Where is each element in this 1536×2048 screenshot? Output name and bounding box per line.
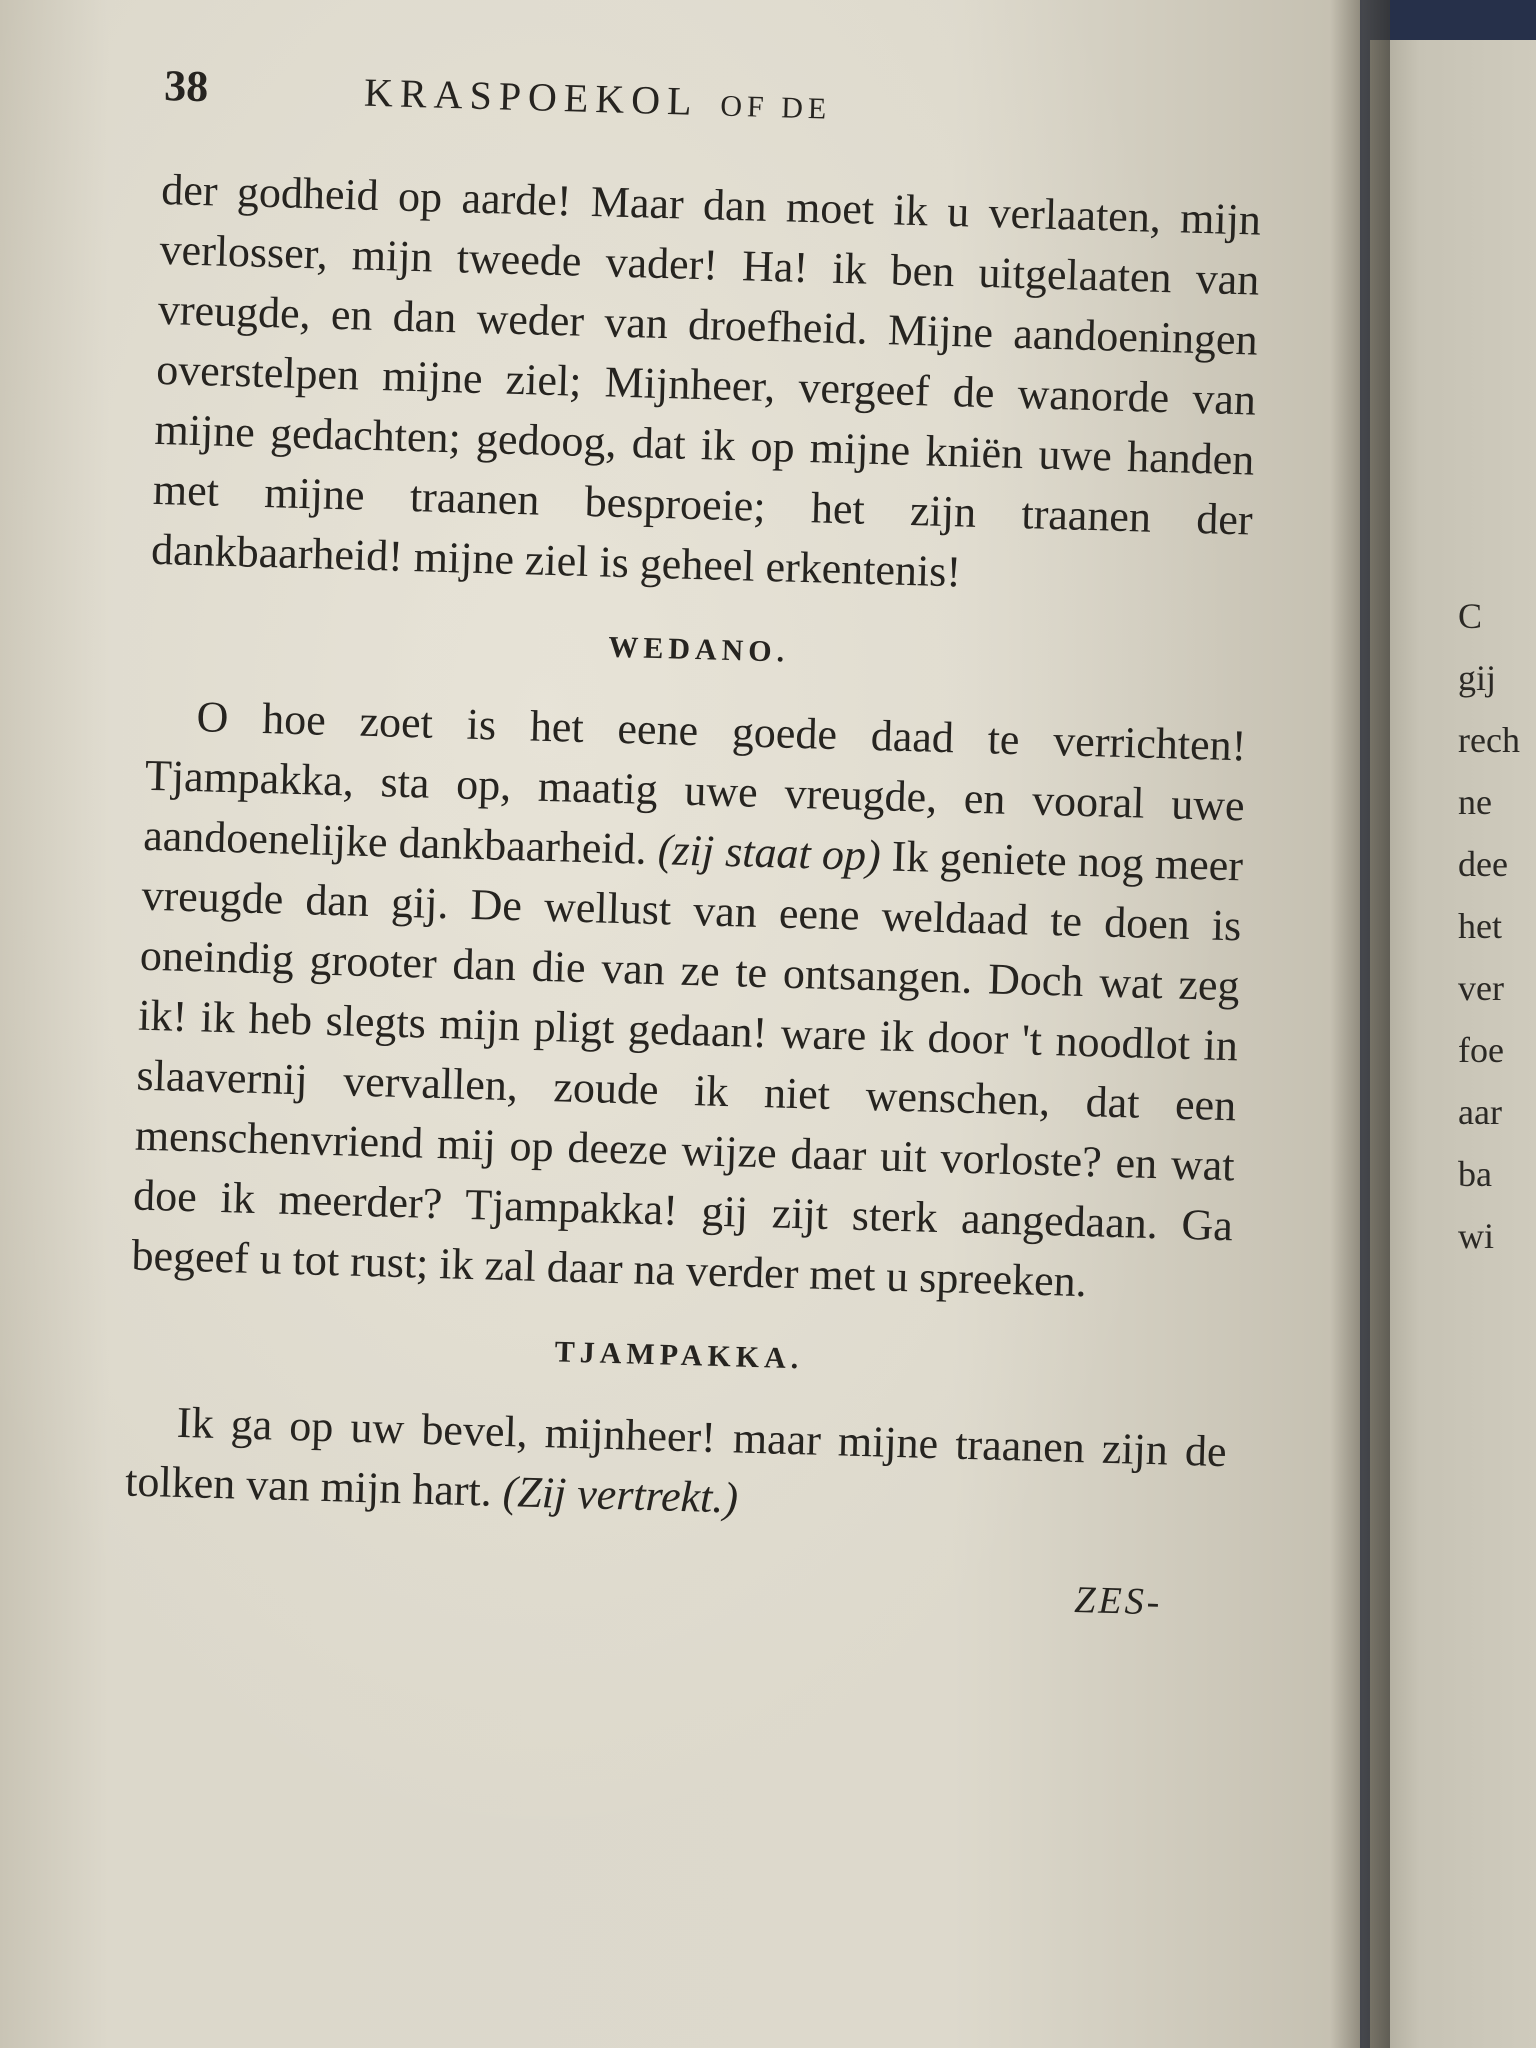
fragment-line: gij — [1458, 658, 1497, 698]
catchword: ZES- — [1073, 1578, 1163, 1624]
paragraph-tjampakka-reply — [124, 1391, 1227, 1542]
fragment-line: aar — [1458, 1092, 1502, 1132]
wedano-speech-part-2: Ik geniete nog meer vreugde dan gij. De wellust van eene weldaad te doen is oneindig grooter dan die van ze te ontsangen. Doch wat zeg ik! ik heb slegts mijn pligt gedaan! ware ik door 't noodlot in slaavernij vervallen, zoude ik niet wenschen, dat een menschenvriend mij op deeze wijze daar uit vorloste? en wat doe ik meerder? Tjampakka! gij zijt sterk aangedaan. Ga begeef u tot rust; ik zal daar na verder met u spreeken. — [130, 831, 1244, 1307]
page-text-block — [122, 60, 1264, 1626]
paragraph-tjampakka-speech: der godheid op aarde! Maar dan moet ik u verlaaten, mijn verlosser, mijn tweede vader! Ha! ik ben uitgelaaten van vreugde, en dan weder van droefheid. Mijne aandoeningen overstelpen mijne ziel; Mijnheer, vergeef de wanorde van mijne gedachten; gedoog, dat ik op mijne kniën uwe handen met mijne traanen besproeie; het zijn traanen der dankbaarheid! mijne ziel is geheel erkentenis! — [150, 164, 1262, 597]
speaker-tjampakka: TJAMPAKKA. — [554, 1335, 804, 1376]
stage-direction-staat-op: (zij staat op) — [657, 825, 882, 881]
fragment-line: C — [1458, 596, 1483, 636]
fragment-line: ba — [1458, 1154, 1492, 1194]
fragment-line: ne — [1458, 782, 1492, 822]
running-head-title: KRASPOEKOL — [363, 69, 700, 124]
wedano-speech-part-1: O hoe zoet is het eene goede daad te verrichten! Tjampakka, sta op, maatig uwe vreugde, en vooral uwe aandoenelijke dankbaarheid. — [142, 692, 1247, 874]
fragment-line: dee — [1458, 844, 1508, 884]
facing-page-text-fragments — [1458, 585, 1520, 1267]
fragment-line: wi — [1458, 1216, 1494, 1256]
book-gutter — [1330, 0, 1390, 2048]
fragment-line: rech — [1458, 720, 1520, 760]
running-head — [162, 60, 1264, 181]
fragment-line: ver — [1458, 968, 1504, 1008]
fragment-line: foe — [1458, 1030, 1504, 1070]
tjampakka-reply-text: Ik ga op uw bevel, mijnheer! maar mijne traanen zijn de tolken van mijn hart. — [124, 1397, 1228, 1516]
running-head-title-cont: OF DE — [719, 89, 832, 126]
speaker-wedano: WEDANO. — [607, 630, 790, 669]
stage-direction-vertrekt: (Zij vertrekt.) — [502, 1466, 739, 1523]
page-number: 38 — [163, 60, 209, 112]
fragment-line: het — [1458, 906, 1502, 946]
paragraph-wedano-speech — [131, 686, 1247, 1316]
